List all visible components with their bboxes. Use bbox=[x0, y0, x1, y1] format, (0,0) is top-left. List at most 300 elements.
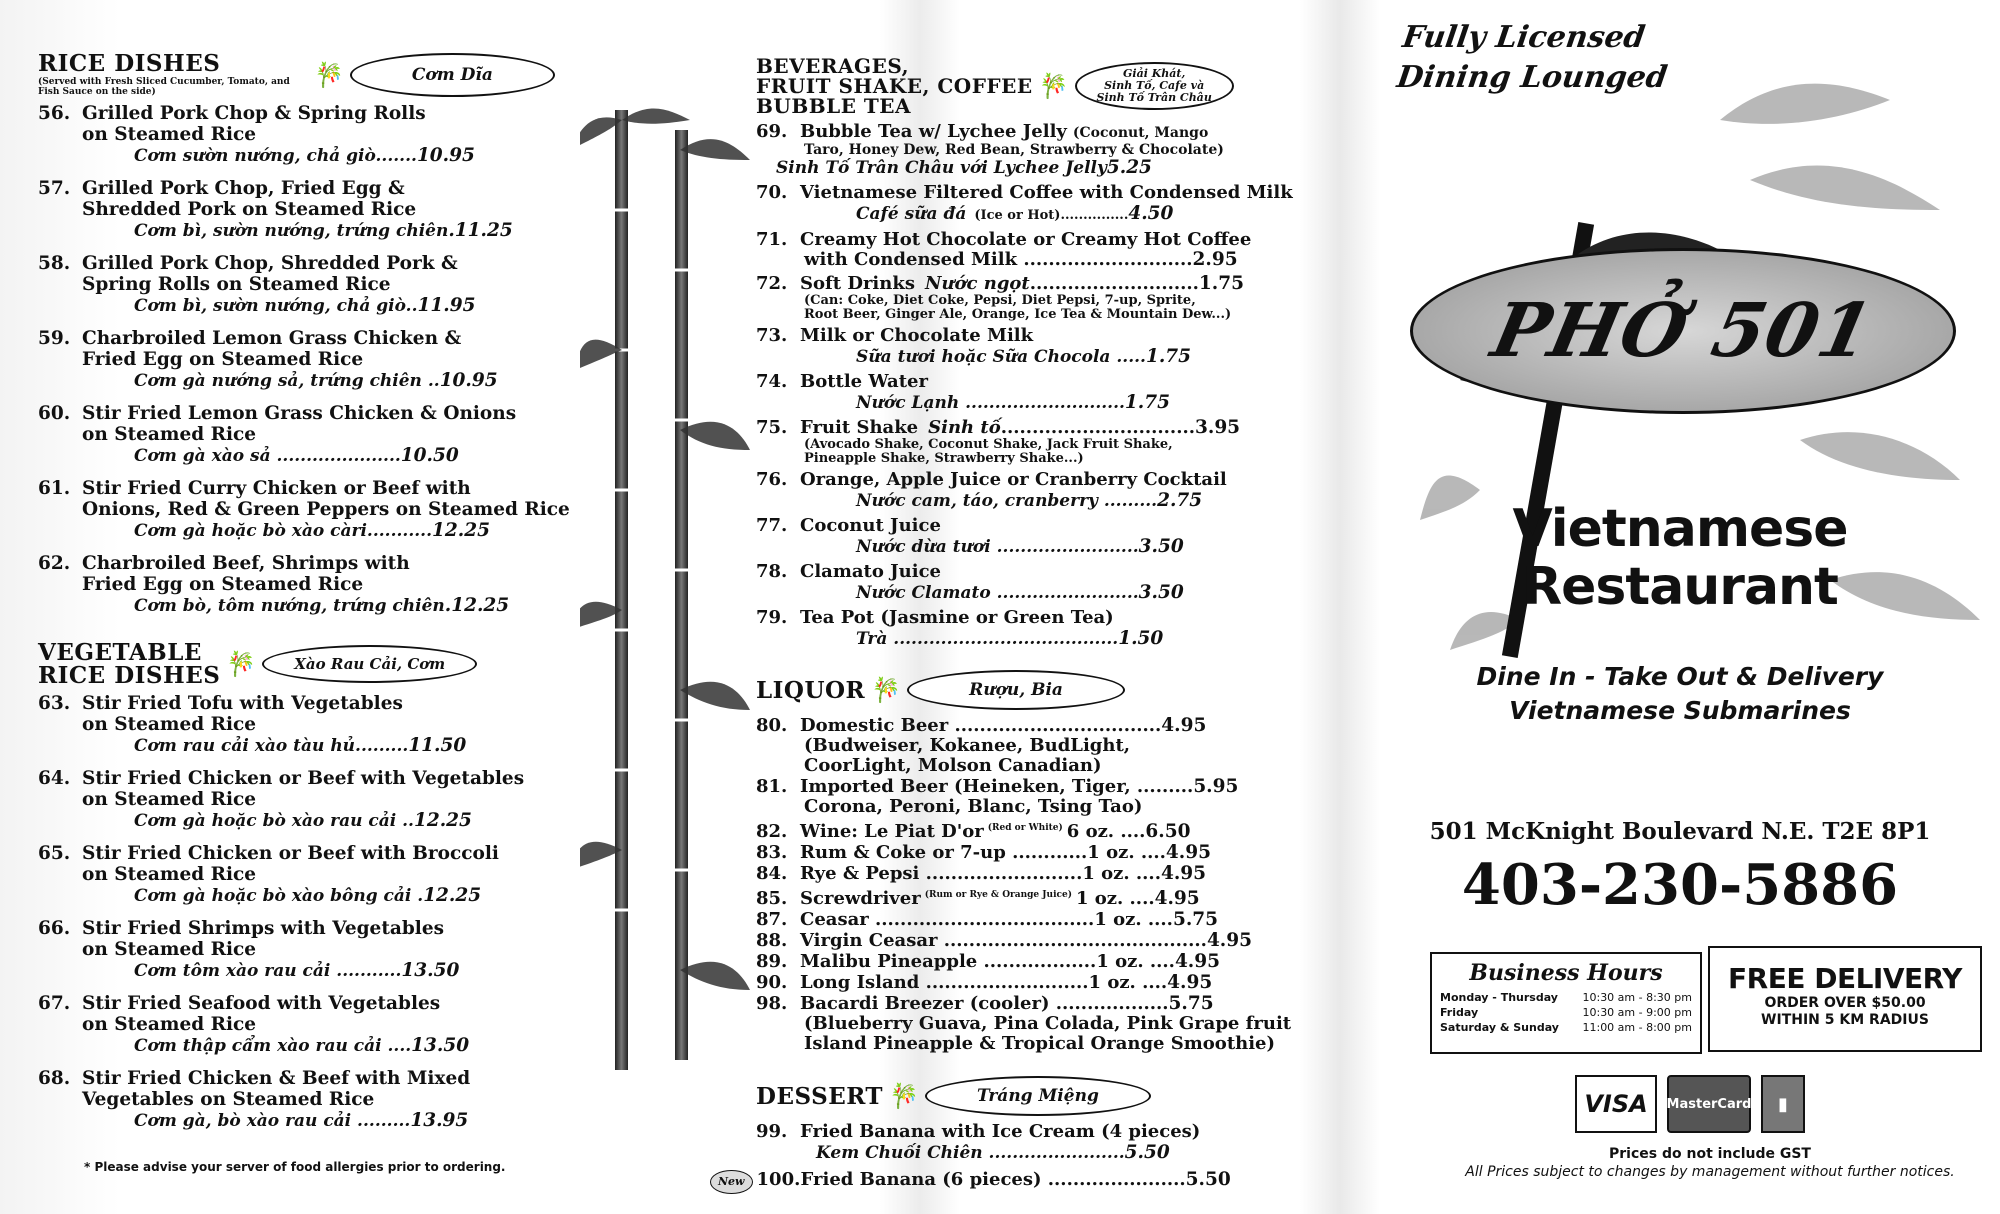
menu-item bbox=[38, 993, 598, 1057]
item-number: 88. bbox=[756, 930, 788, 951]
item-title: Bottle Water bbox=[800, 371, 928, 392]
item-price: 5.95 bbox=[1193, 776, 1239, 797]
item-vietnamese-line bbox=[38, 370, 598, 392]
menu-item bbox=[756, 1122, 1301, 1164]
item-number: 82. bbox=[756, 821, 788, 842]
item-number: 99. bbox=[756, 1121, 788, 1142]
item-price: 2.75 bbox=[1157, 490, 1203, 511]
item-title: Stir Fried Chicken or Beef with Broccoli bbox=[82, 843, 499, 864]
menu-item bbox=[38, 253, 598, 317]
item-price: 1.50 bbox=[1118, 628, 1164, 649]
item-vietnamese-name: Cơm gà hoặc bò xào bông cải . bbox=[134, 886, 424, 906]
menu-item bbox=[38, 553, 598, 617]
restaurant-name bbox=[1400, 500, 1960, 616]
veg-section-title-2: RICE DISHES bbox=[38, 662, 221, 689]
item-title-line bbox=[756, 973, 1301, 993]
menu-item bbox=[756, 326, 1301, 368]
item-number: 66. bbox=[38, 918, 71, 939]
item-title-line bbox=[38, 843, 598, 864]
item-note: Root Beer, Ginger Ale, Orange, Ice Tea & Mountain Dew...) bbox=[804, 307, 1232, 322]
item-title: Screwdriver bbox=[800, 888, 921, 909]
liquor-items-list bbox=[756, 716, 1301, 1054]
menu-item bbox=[756, 777, 1301, 817]
item-title-line bbox=[38, 553, 598, 574]
rice-dishes-column bbox=[38, 52, 598, 1143]
item-note: (Ice or Hot)............... bbox=[974, 208, 1129, 223]
item-number: 57. bbox=[38, 178, 71, 199]
liquor-section-header bbox=[756, 670, 1301, 710]
item-title: Ceasar ................................... bbox=[800, 909, 1095, 930]
item-title: Stir Fried Tofu with Vegetables bbox=[82, 693, 403, 714]
item-quantity: 1 oz. .... bbox=[1096, 951, 1175, 972]
business-hours-title: Business Hours bbox=[1469, 960, 1663, 986]
item-title-line bbox=[756, 372, 1301, 392]
item-vietnamese-line bbox=[756, 536, 1301, 558]
item-number: 68. bbox=[38, 1068, 71, 1089]
item-number: 83. bbox=[756, 842, 788, 863]
item-vietnamese-name: Cơm bì, sườn nướng, trứng chiên bbox=[134, 221, 449, 241]
item-number: 80. bbox=[756, 715, 788, 736]
new-badge: New bbox=[710, 1170, 753, 1194]
rice-section-title: RICE DISHES bbox=[38, 50, 221, 77]
item-number: 58. bbox=[38, 253, 71, 274]
item-title: Bacardi Breezer (cooler) .................. bbox=[800, 993, 1169, 1014]
item-title-line bbox=[756, 843, 1301, 863]
service-line-1: Dine In - Take Out & Delivery bbox=[1476, 662, 1884, 691]
item-number: 67. bbox=[38, 993, 71, 1014]
item-number: 75. bbox=[756, 417, 788, 438]
veg-section-header bbox=[38, 641, 598, 687]
item-title-line bbox=[756, 562, 1301, 582]
rice-items-list bbox=[38, 103, 598, 617]
item-quantity: 1 oz. .... bbox=[1087, 842, 1166, 863]
visa-card-icon: VISA bbox=[1575, 1075, 1657, 1133]
item-title-line bbox=[38, 1068, 598, 1089]
licensed-line-1: Fully Licensed bbox=[1400, 20, 1648, 55]
item-number: 100. bbox=[756, 1169, 801, 1190]
item-price: 11.95 bbox=[417, 295, 476, 316]
item-note: Corona, Peroni, Blanc, Tsing Tao) bbox=[804, 796, 1143, 817]
item-price: 3.95 bbox=[1195, 417, 1241, 438]
hours-time: 10:30 am - 9:00 pm bbox=[1582, 1006, 1692, 1019]
item-title: Charbroiled Beef, Shrimps with bbox=[82, 553, 410, 574]
menu-item bbox=[38, 403, 598, 467]
item-vietnamese-line bbox=[38, 735, 598, 757]
item-title: Grilled Pork Chop & Spring Rolls bbox=[82, 103, 426, 124]
item-title: Virgin Ceasar .......................................... bbox=[800, 930, 1207, 951]
free-delivery-box bbox=[1708, 946, 1982, 1052]
item-title-line bbox=[38, 103, 598, 124]
item-price: 10.95 bbox=[439, 370, 498, 391]
menu-item bbox=[38, 918, 598, 982]
bamboo-decoration bbox=[580, 90, 750, 1080]
item-vietnamese-line bbox=[38, 810, 598, 832]
item-title: Fruit Shake bbox=[800, 417, 919, 438]
menu-item bbox=[756, 716, 1301, 776]
veg-items-list bbox=[38, 693, 598, 1132]
item-price: 4.95 bbox=[1167, 972, 1213, 993]
allergy-notice: * Please advise your server of food allergies prior to ordering. bbox=[84, 1160, 506, 1174]
item-title-line bbox=[38, 693, 598, 714]
item-vietnamese-line bbox=[38, 520, 598, 542]
item-vietnamese-name: Cơm tôm xào rau cải ........... bbox=[134, 961, 402, 981]
menu-item bbox=[38, 328, 598, 392]
business-hours-box bbox=[1430, 952, 1702, 1054]
item-title-line bbox=[756, 230, 1301, 250]
address: 501 McKnight Boulevard N.E. T2E 8P1 bbox=[1429, 818, 1931, 845]
item-number: 63. bbox=[38, 693, 71, 714]
item-price: 11.50 bbox=[408, 735, 467, 756]
restaurant-name-line-1: Vietnamese bbox=[1512, 499, 1848, 559]
menu-item bbox=[756, 562, 1301, 604]
item-title: Stir Fried Curry Chicken or Beef with bbox=[82, 478, 471, 499]
item-number: 84. bbox=[756, 863, 788, 884]
liquor-section-title: LIQUOR bbox=[756, 676, 866, 704]
item-note: (Avocado Shake, Coconut Shake, Jack Fruit Shake, bbox=[804, 437, 1173, 452]
hours-row bbox=[1440, 1020, 1692, 1035]
item-title: Charbroiled Lemon Grass Chicken & bbox=[82, 328, 462, 349]
item-vietnamese-line bbox=[756, 392, 1301, 414]
item-number: 59. bbox=[38, 328, 71, 349]
item-number: 73. bbox=[756, 325, 788, 346]
item-price: 2.95 bbox=[1192, 249, 1238, 270]
item-subtitle: Fried Egg on Steamed Rice bbox=[82, 574, 364, 595]
menu-item bbox=[756, 274, 1301, 322]
item-price: 1.75 bbox=[1124, 392, 1170, 413]
menu-item bbox=[756, 843, 1301, 863]
menu-item bbox=[756, 230, 1301, 270]
bev-section-oval bbox=[1075, 62, 1234, 110]
item-vietnamese-name: Cơm gà, bò xào rau cải ......... bbox=[134, 1111, 411, 1131]
item-note: (Can: Coke, Diet Coke, Pepsi, Diet Pepsi, 7-up, Sprite, bbox=[804, 293, 1196, 308]
hours-row bbox=[1440, 990, 1692, 1005]
bamboo-icon: 🎋 bbox=[314, 60, 344, 89]
item-quantity: 1 oz. .... bbox=[1088, 972, 1168, 993]
item-price: 5.25 bbox=[1106, 157, 1152, 178]
item-vietnamese-name: Nước dừa tươi ........................ bbox=[856, 537, 1139, 557]
item-note: Pineapple Shake, Strawberry Shake...) bbox=[804, 451, 1084, 466]
item-title: Rum & Coke or 7-up ............ bbox=[800, 842, 1088, 863]
rice-section-header bbox=[38, 52, 598, 97]
item-vietnamese-line bbox=[756, 582, 1301, 604]
item-number: 78. bbox=[756, 561, 788, 582]
menu-item bbox=[38, 478, 598, 542]
item-title: Stir Fried Lemon Grass Chicken & Onions bbox=[82, 403, 517, 424]
item-vietnamese-line bbox=[756, 1142, 1301, 1164]
item-price: 4.95 bbox=[1154, 888, 1200, 909]
menu-item bbox=[756, 418, 1301, 466]
item-note: (Budweiser, Kokanee, BudLight, bbox=[804, 735, 1131, 756]
restaurant-logo bbox=[1410, 248, 1956, 414]
item-title: Clamato Juice bbox=[800, 561, 941, 582]
item-price: 5.50 bbox=[1185, 1169, 1231, 1190]
hours-day: Saturday & Sunday bbox=[1440, 1021, 1559, 1034]
item-title: Fried Banana (6 pieces) ...................... bbox=[800, 1169, 1186, 1190]
item-quantity: 1 oz. .... bbox=[1075, 888, 1155, 909]
item-number: 85. bbox=[756, 888, 788, 909]
menu-item bbox=[756, 608, 1301, 650]
gst-note: Prices do not include GST bbox=[1609, 1146, 1811, 1162]
item-title: Domestic Beer ................................. bbox=[800, 715, 1162, 736]
menu-item bbox=[756, 994, 1301, 1054]
item-number: 61. bbox=[38, 478, 71, 499]
item-subtitle: on Steamed Rice bbox=[82, 424, 257, 445]
item-vietnamese-line bbox=[38, 885, 598, 907]
item-title: Stir Fried Chicken or Beef with Vegetables bbox=[82, 768, 525, 789]
item-price: 10.50 bbox=[400, 445, 459, 466]
item-vietnamese-name: Sinh Tố Trân Châu với Lychee Jelly bbox=[776, 158, 1107, 178]
item-vietnamese-name: Nước Lạnh ........................... bbox=[856, 393, 1125, 413]
bamboo-icon: 🎋 bbox=[226, 650, 257, 678]
item-price: 13.50 bbox=[411, 1035, 470, 1056]
hours-day: Monday - Thursday bbox=[1440, 991, 1558, 1004]
menu-item bbox=[38, 103, 598, 167]
item-vietnamese-name: Sinh tố bbox=[928, 417, 1001, 438]
item-title: Vietnamese Filtered Coffee with Condensed Milk bbox=[800, 182, 1293, 203]
item-vietnamese-line bbox=[38, 1035, 598, 1057]
item-title: Long Island .......................... bbox=[800, 972, 1089, 993]
beverages-column bbox=[718, 54, 1301, 1200]
item-title-line bbox=[756, 716, 1301, 736]
item-vietnamese-name: Cơm bì, sườn nướng, chả giò.. bbox=[134, 296, 418, 316]
item-title-line bbox=[38, 993, 598, 1014]
item-title-line bbox=[38, 768, 598, 789]
debit-card-icon: ▮ bbox=[1761, 1075, 1805, 1133]
item-title: Grilled Pork Chop, Fried Egg & bbox=[82, 178, 405, 199]
menu-item bbox=[756, 516, 1301, 558]
item-price: 4.95 bbox=[1174, 951, 1220, 972]
item-title-line bbox=[756, 1122, 1301, 1142]
menu-item bbox=[38, 843, 598, 907]
item-number: 89. bbox=[756, 951, 788, 972]
item-vietnamese-line bbox=[38, 145, 598, 167]
item-subtitle: on Steamed Rice bbox=[82, 789, 257, 810]
rice-section-oval: Cơm Dĩa bbox=[350, 53, 555, 97]
item-subtitle bbox=[756, 250, 1301, 270]
item-title: Fried Banana with Ice Cream (4 pieces) bbox=[800, 1121, 1201, 1142]
item-vietnamese-name: Cơm thập cẩm xào rau cải .... bbox=[134, 1036, 412, 1056]
item-number: 74. bbox=[756, 371, 788, 392]
item-title-line bbox=[756, 818, 1301, 842]
item-note: (Blueberry Guava, Pina Colada, Pink Grape fruit bbox=[804, 1013, 1292, 1034]
price-notice bbox=[1440, 1145, 1980, 1181]
item-title-line bbox=[756, 418, 1301, 438]
item-vietnamese-line bbox=[756, 490, 1301, 512]
item-vietnamese-name: Cơm rau cải xào tàu hủ......... bbox=[134, 736, 409, 756]
item-price: 4.95 bbox=[1206, 930, 1252, 951]
menu-item bbox=[756, 885, 1301, 909]
item-title-line bbox=[756, 274, 1301, 294]
item-vietnamese-line bbox=[38, 960, 598, 982]
item-price: 13.50 bbox=[401, 960, 460, 981]
item-dots: ........................... bbox=[1029, 273, 1199, 294]
item-title-line bbox=[38, 918, 598, 939]
dessert-section-oval: Tráng Miệng bbox=[925, 1076, 1151, 1116]
item-number: 72. bbox=[756, 273, 788, 294]
item-title-line bbox=[756, 864, 1301, 884]
item-title: Grilled Pork Chop, Shredded Pork & bbox=[82, 253, 458, 274]
item-subtitle: on Steamed Rice bbox=[82, 864, 257, 885]
menu-item bbox=[756, 952, 1301, 972]
bev-section-title-1: BEVERAGES, bbox=[756, 54, 910, 78]
item-note: Taro, Honey Dew, Red Bean, Strawberry & Chocolate) bbox=[804, 142, 1224, 158]
item-vietnamese-name: Cơm gà nướng sả, trứng chiên .. bbox=[134, 371, 440, 391]
item-vietnamese-line bbox=[38, 295, 598, 317]
item-title-line bbox=[756, 777, 1301, 797]
item-price: 5.75 bbox=[1168, 993, 1214, 1014]
item-number: 98. bbox=[756, 993, 788, 1014]
item-vietnamese-line bbox=[38, 445, 598, 467]
item-title: Coconut Juice bbox=[800, 515, 941, 536]
item-number: 77. bbox=[756, 515, 788, 536]
item-title-line bbox=[38, 328, 598, 349]
menu-item bbox=[38, 178, 598, 242]
item-subtitle: Vegetables on Steamed Rice bbox=[82, 1089, 375, 1110]
business-hours-table bbox=[1440, 990, 1692, 1035]
item-number: 79. bbox=[756, 607, 788, 628]
item-vietnamese-name: Cơm bò, tôm nướng, trứng chiên bbox=[134, 596, 445, 616]
liquor-section-oval: Rượu, Bia bbox=[907, 670, 1125, 710]
item-vietnamese-name: Nước ngọt bbox=[924, 273, 1030, 294]
item-title: Orange, Apple Juice or Cranberry Cocktail bbox=[800, 469, 1227, 490]
item-number: 81. bbox=[756, 776, 788, 797]
item-vietnamese-line bbox=[756, 628, 1301, 650]
item-title: Stir Fried Seafood with Vegetables bbox=[82, 993, 441, 1014]
item-number: 90. bbox=[756, 972, 788, 993]
item-price: 3.50 bbox=[1138, 582, 1184, 603]
free-delivery-title: FREE DELIVERY bbox=[1728, 962, 1962, 995]
item-title-line bbox=[38, 178, 598, 199]
item-title: Rye & Pepsi ......................... bbox=[800, 863, 1083, 884]
item-title: Imported Beer (Heineken, Tiger, ......... bbox=[800, 776, 1194, 797]
item-subtitle: Spring Rolls on Steamed Rice bbox=[82, 274, 391, 295]
item-vietnamese-line bbox=[756, 346, 1301, 368]
item-subtitle: on Steamed Rice bbox=[82, 714, 257, 735]
bamboo-leaves bbox=[580, 108, 750, 990]
item-title: Stir Fried Shrimps with Vegetables bbox=[82, 918, 445, 939]
veg-section-oval: Xào Rau Cải, Cơm bbox=[262, 645, 477, 683]
item-price: 6.50 bbox=[1145, 821, 1191, 842]
item-price: 4.95 bbox=[1165, 842, 1211, 863]
item-note: (Rum or Rye & Orange Juice) bbox=[924, 890, 1072, 900]
bamboo-icon: 🎋 bbox=[871, 676, 902, 704]
item-title: Stir Fried Chicken & Beef with Mixed bbox=[82, 1068, 471, 1089]
bev-oval-line-1: Giải Khát, bbox=[1123, 67, 1186, 80]
item-vietnamese-line bbox=[38, 220, 598, 242]
item-title-line bbox=[38, 253, 598, 274]
item-price: 12.25 bbox=[432, 520, 490, 541]
menu-item bbox=[756, 122, 1301, 179]
item-vietnamese-name: Cơm gà hoặc bò xào càri........... bbox=[134, 521, 433, 541]
item-title-line bbox=[756, 516, 1301, 536]
item-subtitle: Shredded Pork on Steamed Rice bbox=[82, 199, 417, 220]
item-subtitle: on Steamed Rice bbox=[82, 124, 257, 145]
item-vietnamese-line bbox=[38, 1110, 598, 1132]
item-price: 12.25 bbox=[413, 810, 472, 831]
dessert-section-title: DESSERT bbox=[756, 1082, 884, 1110]
menu-item bbox=[38, 1068, 598, 1132]
item-price: 4.95 bbox=[1160, 863, 1207, 884]
phone-number: 403-230-5886 bbox=[1461, 852, 1899, 918]
item-number: 62. bbox=[38, 553, 71, 574]
item-vietnamese-name: Trà ...................................... bbox=[856, 629, 1119, 649]
item-number: 70. bbox=[756, 182, 788, 203]
item-price: 5.50 bbox=[1124, 1142, 1170, 1163]
item-note: (Coconut, Mango bbox=[1072, 125, 1209, 141]
bamboo-icon: 🎋 bbox=[1038, 72, 1069, 100]
item-number: 76. bbox=[756, 469, 788, 490]
item-subtitle-text: with Condensed Milk ........................... bbox=[804, 249, 1193, 270]
item-quantity: 1 oz. .... bbox=[1082, 863, 1161, 884]
bev-oval-line-2: Sinh Tố, Cafe và bbox=[1104, 79, 1205, 92]
licensed-line-2: Dining Lounged bbox=[1394, 60, 1670, 95]
item-title: Tea Pot (Jasmine or Green Tea) bbox=[800, 607, 1114, 628]
bev-section-title-2: FRUIT SHAKE, COFFEE bbox=[756, 74, 1033, 98]
hours-time: 10:30 am - 8:30 pm bbox=[1582, 991, 1692, 1004]
item-price: 13.95 bbox=[410, 1110, 469, 1131]
item-subtitle: on Steamed Rice bbox=[82, 939, 257, 960]
item-title: Wine: Le Piat D'or bbox=[800, 821, 984, 842]
veg-section-title-1: VEGETABLE bbox=[38, 639, 202, 666]
item-vietnamese-name: Cơm sườn nướng, chả giò....... bbox=[134, 146, 417, 166]
item-subtitle: Onions, Red & Green Peppers on Steamed Rice bbox=[82, 499, 570, 520]
item-title-line bbox=[756, 183, 1301, 203]
item-title-line bbox=[756, 952, 1301, 972]
item-note: (Red or White) bbox=[987, 823, 1063, 833]
item-vietnamese-line bbox=[38, 595, 598, 617]
logo-text: PHỞ 501 bbox=[1485, 288, 1881, 374]
item-title-line bbox=[756, 910, 1301, 930]
menu-item bbox=[756, 973, 1301, 993]
dessert-section-header bbox=[756, 1076, 1301, 1116]
item-title: Bubble Tea w/ Lychee Jelly bbox=[800, 121, 1067, 142]
item-vietnamese-name: Cơm gà hoặc bò xào rau cải .. bbox=[134, 811, 414, 831]
item-title-line bbox=[756, 994, 1301, 1014]
price-change-note: All Prices subject to changes by management without further notices. bbox=[1465, 1164, 1955, 1180]
mastercard-icon: MasterCard bbox=[1667, 1075, 1751, 1133]
item-title-line bbox=[38, 403, 598, 424]
restaurant-name-line-2: Restaurant bbox=[1522, 557, 1838, 617]
payment-cards bbox=[1575, 1075, 1805, 1133]
bev-oval-line-3: Sinh Tố Trân Châu bbox=[1096, 91, 1212, 104]
item-title-line bbox=[756, 470, 1301, 490]
service-tagline bbox=[1400, 660, 1960, 728]
bev-section-title-3: BUBBLE TEA bbox=[756, 94, 912, 118]
item-number: 65. bbox=[38, 843, 71, 864]
item-note: CoorLight, Molson Canadian) bbox=[804, 755, 1102, 776]
item-price: 12.25 bbox=[423, 885, 482, 906]
item-price: 4.95 bbox=[1161, 715, 1207, 736]
bamboo-stalks bbox=[615, 110, 688, 1070]
menu-item bbox=[718, 1169, 1301, 1194]
item-quantity: 1 oz. .... bbox=[1094, 909, 1173, 930]
bev-items-list bbox=[756, 122, 1301, 650]
item-price: 5.75 bbox=[1172, 909, 1219, 930]
item-price: 3.50 bbox=[1138, 536, 1184, 557]
menu-item bbox=[756, 470, 1301, 512]
item-vietnamese-line bbox=[756, 203, 1301, 226]
item-title: Soft Drinks bbox=[800, 273, 915, 294]
item-number: 60. bbox=[38, 403, 71, 424]
item-number: 87. bbox=[756, 909, 788, 930]
menu-item bbox=[38, 768, 598, 832]
menu-item bbox=[756, 183, 1301, 226]
item-title-line bbox=[756, 122, 1301, 143]
service-line-2: Vietnamese Submarines bbox=[1509, 696, 1851, 725]
item-vietnamese-name: Cơm gà xào sả ..................... bbox=[134, 446, 401, 466]
menu-item bbox=[756, 372, 1301, 414]
item-price: .12.25 bbox=[444, 595, 510, 616]
